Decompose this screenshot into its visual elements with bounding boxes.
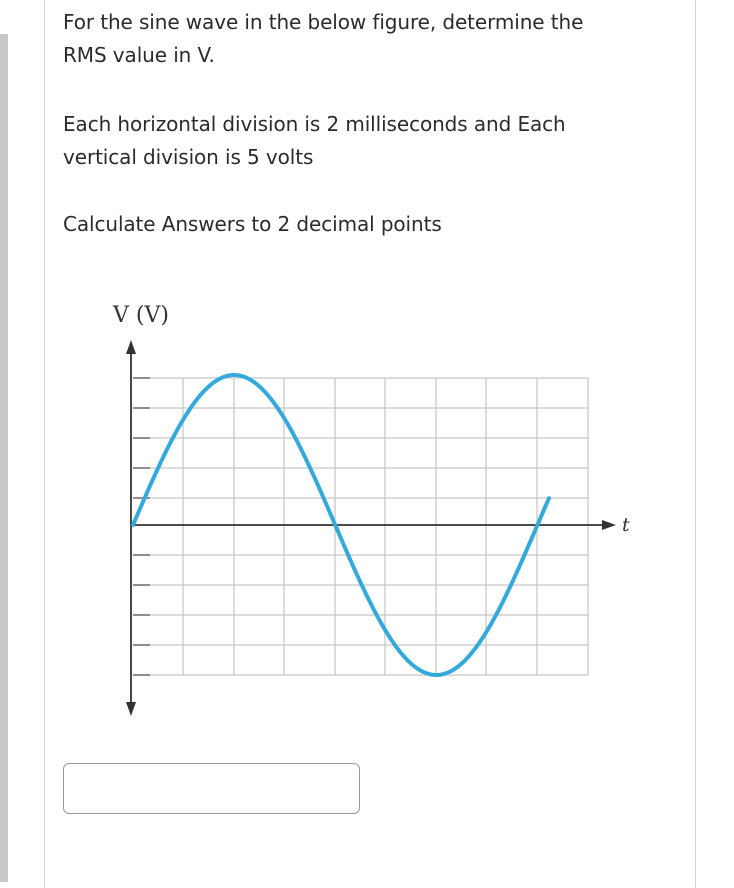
instruction-text: Calculate Answers to 2 decimal points xyxy=(63,212,442,236)
grid xyxy=(133,378,588,675)
answer-input[interactable] xyxy=(63,763,360,814)
x-axis-label: t xyxy=(622,514,630,536)
division-info-line: vertical division is 5 volts xyxy=(63,145,314,169)
question-line: RMS value in V. xyxy=(63,43,215,67)
y-axis-label: V (V) xyxy=(113,303,169,328)
division-info-line: Each horizontal division is 2 milliseconds and Each xyxy=(63,112,566,136)
x-axis-arrow xyxy=(602,520,616,530)
y-axis-ticks xyxy=(133,378,150,675)
y-axis-arrow-up xyxy=(126,340,136,354)
question-line: For the sine wave in the below figure, determine the xyxy=(63,10,584,34)
y-axis-arrow-down xyxy=(126,702,136,716)
